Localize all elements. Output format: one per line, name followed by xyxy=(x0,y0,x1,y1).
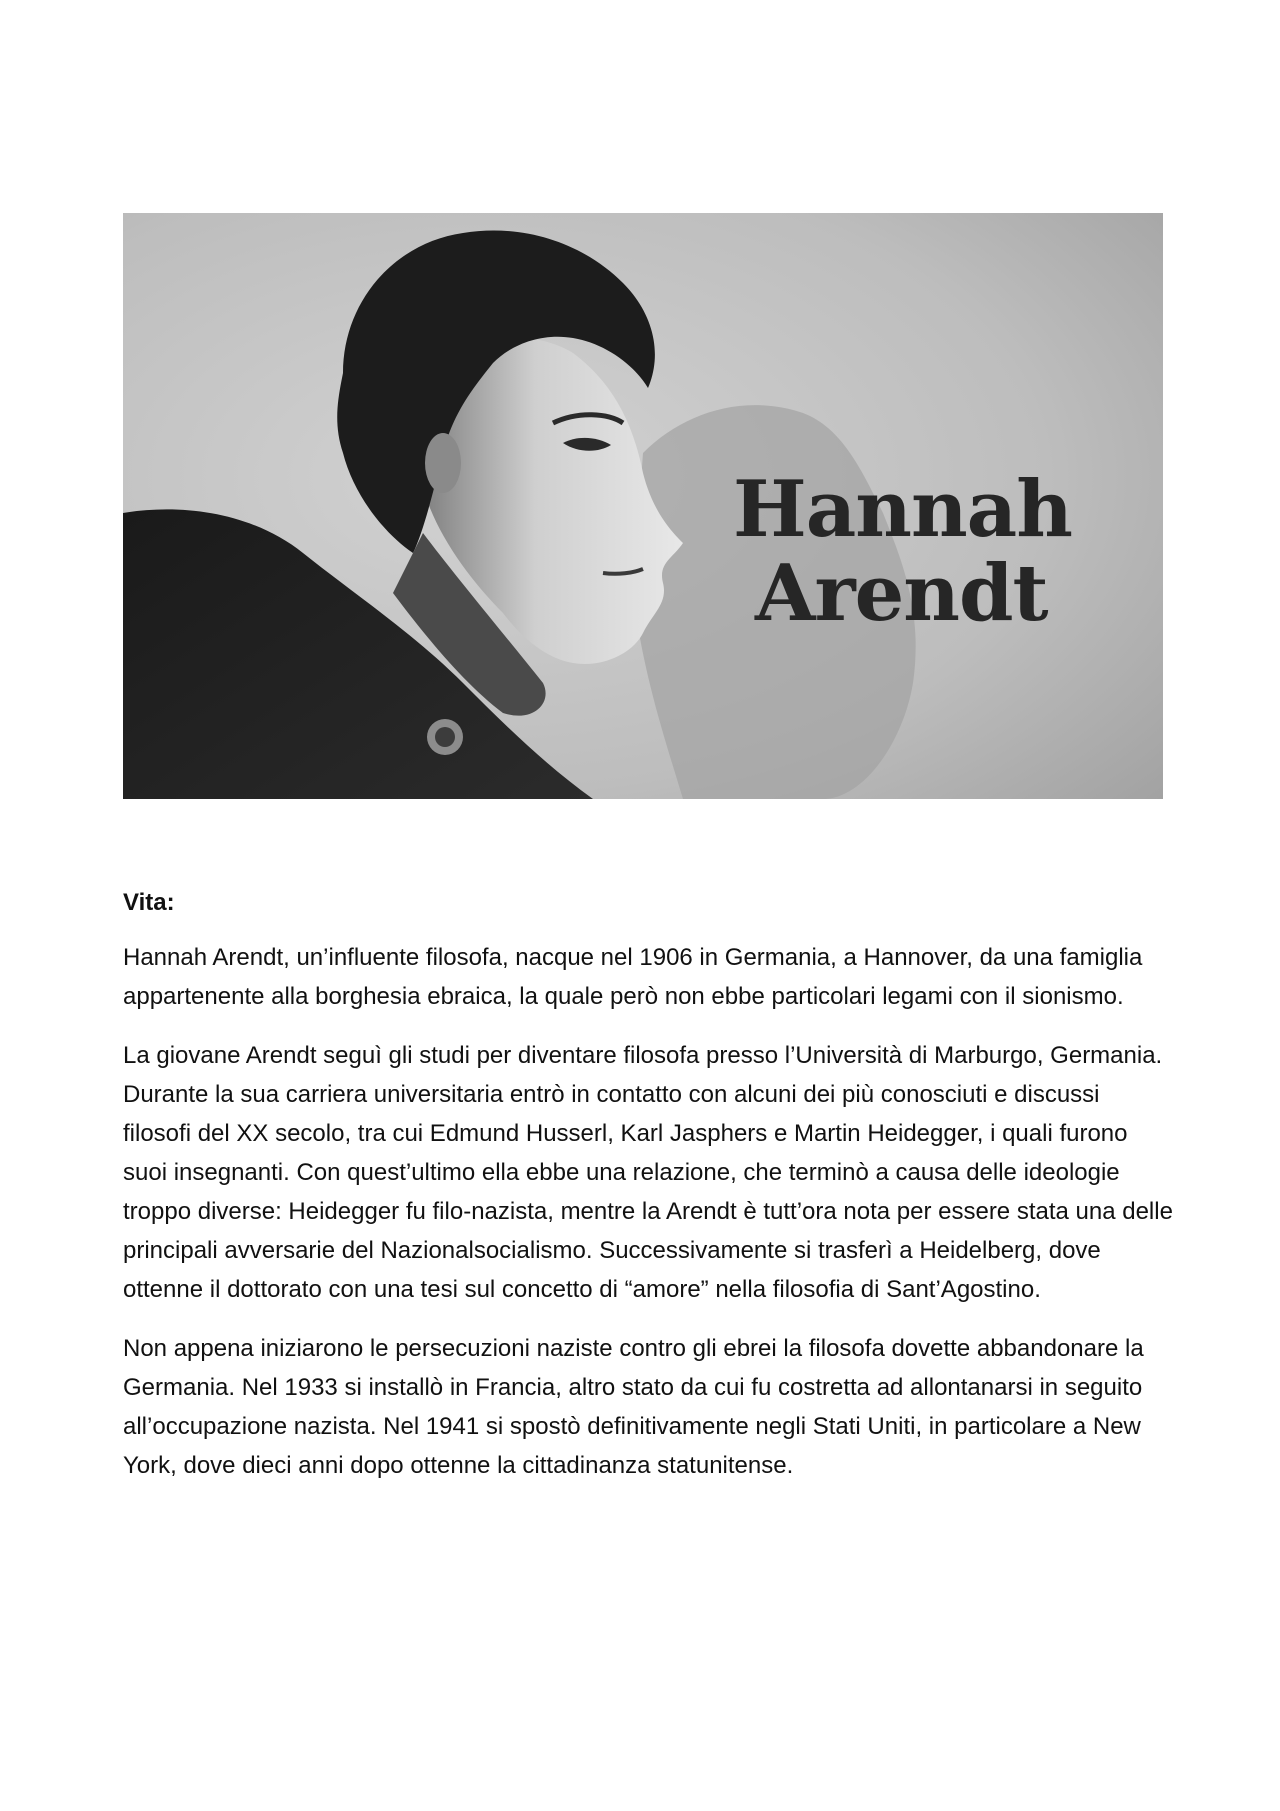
paragraph-3: Non appena iniziarono le persecuzioni naziste contro gli ebrei la filosofa dovette abbandonare la Germania. Nel 1933 si installò in Francia, altro stato da cui fu costretta ad allontanarsi in seguito all’occupazione nazista. Nel 1941 si spostò definitivamente negli Stati Uniti, in particolare a New York, dove dieci anni dopo ottenne la cittadinanza statunitense. xyxy=(123,1335,1144,1479)
hero-title-line2: Arendt xyxy=(755,548,1048,639)
hero-title xyxy=(733,464,1133,639)
paragraph-2: La giovane Arendt seguì gli studi per diventare filosofa presso l’Università di Marburgo, Germania. Durante la sua carriera universitaria entrò in contatto con alcuni dei più conosciuti e discussi filosofi del XX secolo, tra cui Edmund Husserl, Karl Jasphers e Martin Heidegger, i quali furono suoi insegnanti. Con quest’ultimo ella ebbe una relazione, che terminò a causa delle ideologie troppo diverse: Heidegger fu filo-nazista, mentre la Arendt è tutt’ora nota per essere stata una delle principali avversarie del Nazionalsocialismo. Successivamente si trasferì a Heidelberg, dove ottenne il dottorato con una tesi sul concetto di “amore” nella filosofia di Sant’Agostino. xyxy=(123,1042,1173,1303)
section-heading: Vita: xyxy=(123,889,175,916)
document-body xyxy=(123,888,1173,1505)
hero-image xyxy=(123,213,1163,799)
hero-title-line1: Hannah xyxy=(733,464,1072,555)
paragraph-1: Hannah Arendt, un’influente filosofa, nacque nel 1906 in Germania, a Hannover, da una famiglia appartenente alla borghesia ebraica, la quale però non ebbe particolari legami con il sionismo. xyxy=(123,944,1143,1010)
